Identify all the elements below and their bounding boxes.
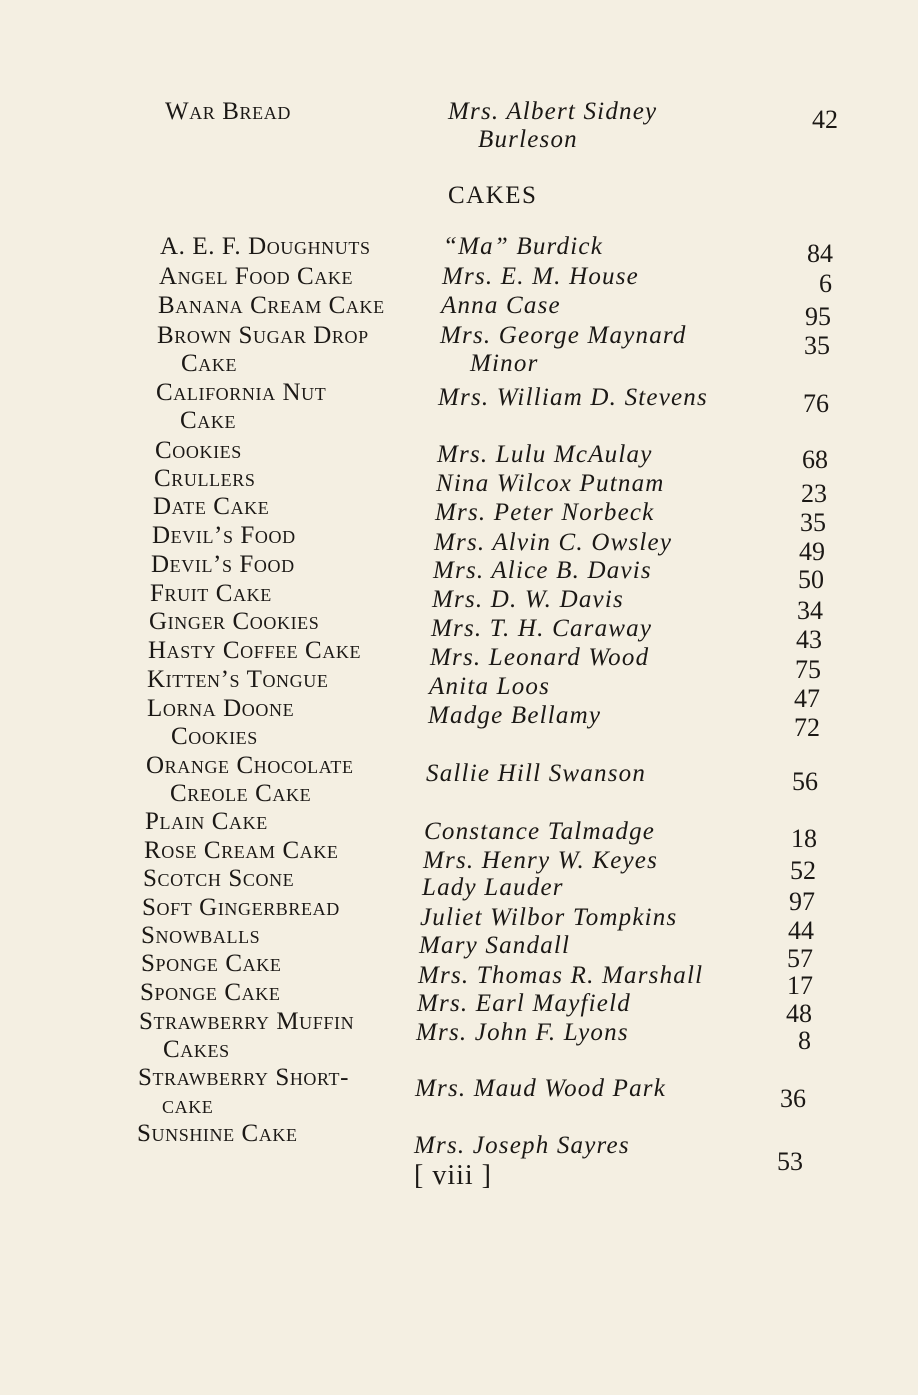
recipe-name <box>165 98 291 126</box>
recipe-name-line: Kitten’s Tongue <box>147 666 329 693</box>
recipe-name <box>141 950 281 978</box>
section-heading: CAKES <box>448 182 538 209</box>
page-number: 84 <box>807 239 833 268</box>
page-number: 76 <box>803 389 829 418</box>
recipe-name-line: Strawberry Short- <box>138 1064 350 1091</box>
recipe-author <box>433 557 652 585</box>
recipe-author-line: Nina Wilcox Putnam <box>436 470 665 497</box>
recipe-author <box>429 673 550 701</box>
recipe-author-line: Mrs. George Maynard <box>440 322 687 349</box>
recipe-author-line: Mrs. Thomas R. Marshall <box>418 962 704 989</box>
recipe-name-line: Plain Cake <box>145 808 268 835</box>
recipe-name <box>142 894 340 922</box>
recipe-name <box>157 322 369 378</box>
recipe-author <box>424 818 655 846</box>
recipe-name-line-cont: Cake <box>180 407 237 434</box>
recipe-author <box>441 292 561 320</box>
folio-page-number: [ viii ] <box>414 1160 492 1191</box>
recipe-author-line: Mrs. E. M. House <box>442 263 639 290</box>
recipe-name-line: Hasty Coffee Cake <box>148 637 362 664</box>
recipe-author-line: Mrs. T. H. Caraway <box>431 615 653 642</box>
recipe-author-line: Mrs. Leonard Wood <box>430 644 650 671</box>
recipe-name <box>145 808 268 836</box>
recipe-author <box>440 322 687 378</box>
recipe-name-line-cont: Creole Cake <box>170 780 312 807</box>
recipe-name-line-cont: cake <box>162 1092 214 1119</box>
page-number: 68 <box>802 445 828 474</box>
recipe-author <box>443 233 603 261</box>
recipe-author <box>448 98 657 154</box>
page-number: 35 <box>804 331 830 360</box>
recipe-author-line-cont: Minor <box>470 350 539 377</box>
page-number: 52 <box>790 856 816 885</box>
recipe-name-line: Crullers <box>154 465 256 492</box>
page-number: 53 <box>777 1147 803 1176</box>
recipe-name-line: A. E. F. Doughnuts <box>160 233 371 260</box>
recipe-author <box>416 1019 629 1047</box>
page-number: 43 <box>796 625 822 654</box>
page-number: 57 <box>787 944 813 973</box>
recipe-name <box>153 493 269 521</box>
recipe-author <box>436 470 665 498</box>
recipe-name-line-cont: Cakes <box>163 1036 230 1063</box>
recipe-author <box>442 263 639 291</box>
recipe-name-line-cont: Cookies <box>171 723 258 750</box>
page-number: 47 <box>794 684 820 713</box>
recipe-name-line: Ginger Cookies <box>149 608 320 635</box>
recipe-author-line: Lady Lauder <box>422 874 564 901</box>
recipe-name-line: Sunshine Cake <box>137 1120 298 1147</box>
recipe-name-line: Lorna Doone <box>147 695 295 722</box>
recipe-author-line: Mary Sandall <box>419 932 571 959</box>
recipe-author-line-cont: Burleson <box>478 126 578 153</box>
recipe-author <box>422 874 564 902</box>
page-number: 36 <box>780 1084 806 1113</box>
page-number: 6 <box>819 269 832 298</box>
recipe-name <box>143 865 294 893</box>
recipe-name <box>156 379 326 435</box>
recipe-author <box>437 441 653 469</box>
recipe-author-line: Mrs. William D. Stevens <box>438 384 708 411</box>
recipe-author <box>430 644 649 672</box>
recipe-name-line: Scotch Scone <box>143 865 295 892</box>
recipe-author-line: Madge Bellamy <box>428 702 602 729</box>
recipe-author <box>420 904 677 932</box>
recipe-name-line: Sponge Cake <box>141 950 282 977</box>
recipe-name-line: Strawberry Muffin <box>139 1008 355 1035</box>
recipe-author-line: Mrs. Peter Norbeck <box>435 499 655 526</box>
recipe-name-line: Soft Gingerbread <box>142 894 340 921</box>
recipe-name <box>137 1120 298 1148</box>
page-number: 75 <box>795 655 821 684</box>
recipe-name-line: Banana Cream Cake <box>158 292 385 319</box>
page-number: 34 <box>797 596 823 625</box>
recipe-name-line: Snowballs <box>141 922 261 949</box>
recipe-author-line: Mrs. John F. Lyons <box>416 1019 629 1046</box>
recipe-name-line-cont: Cake <box>181 350 238 377</box>
recipe-author <box>414 1132 630 1160</box>
recipe-author-line: Sallie Hill Swanson <box>426 760 647 787</box>
recipe-author-line: “Ma” Burdick <box>443 233 603 260</box>
recipe-author <box>434 529 672 557</box>
page-number: 18 <box>791 824 817 853</box>
recipe-name <box>158 292 385 320</box>
recipe-name <box>139 1008 354 1064</box>
recipe-name <box>140 979 280 1007</box>
recipe-author-line: Mrs. Alvin C. Owsley <box>434 529 673 556</box>
recipe-author-line: Mrs. Maud Wood Park <box>415 1075 667 1102</box>
recipe-name <box>159 263 353 291</box>
recipe-author <box>415 1075 666 1103</box>
recipe-name-line: Date Cake <box>153 493 270 520</box>
recipe-name-line: Brown Sugar Drop <box>157 322 369 349</box>
recipe-name <box>147 695 294 751</box>
recipe-author <box>438 384 708 412</box>
recipe-author-line: Mrs. Albert Sidney <box>448 98 658 125</box>
page-number: 50 <box>798 565 824 594</box>
recipe-name-line: War Bread <box>165 98 291 125</box>
page-number: 8 <box>798 1026 811 1055</box>
recipe-author-line: Mrs. Alice B. Davis <box>433 557 652 584</box>
recipe-name <box>138 1064 349 1120</box>
recipe-name <box>141 922 260 950</box>
recipe-author-line: Mrs. D. W. Davis <box>432 586 624 613</box>
page-number: 42 <box>812 105 838 134</box>
recipe-author-line: Mrs. Earl Mayfield <box>417 990 631 1017</box>
page-number: 35 <box>800 508 826 537</box>
recipe-author <box>431 615 652 643</box>
recipe-name <box>152 522 296 550</box>
recipe-name <box>150 580 272 608</box>
recipe-name-line: Angel Food Cake <box>159 263 354 290</box>
recipe-author <box>432 586 624 614</box>
recipe-name <box>154 465 255 493</box>
recipe-name <box>148 637 361 665</box>
recipe-name-line: Rose Cream Cake <box>144 837 339 864</box>
recipe-name <box>147 666 328 694</box>
page-number: 97 <box>789 887 815 916</box>
recipe-author <box>418 962 703 990</box>
page-number: 48 <box>786 999 812 1028</box>
recipe-name-line: California Nut <box>156 379 327 406</box>
recipe-author-line: Anna Case <box>441 292 561 319</box>
recipe-name <box>146 752 354 808</box>
page-number: 72 <box>794 713 820 742</box>
recipe-author <box>426 760 646 788</box>
page-number: 23 <box>801 479 827 508</box>
recipe-author-line: Anita Loos <box>429 673 551 700</box>
recipe-author-line: Mrs. Henry W. Keyes <box>423 847 659 874</box>
recipe-author-line: Juliet Wilbor Tompkins <box>420 904 678 931</box>
recipe-author <box>417 990 631 1018</box>
recipe-author <box>428 702 601 730</box>
recipe-name <box>151 551 295 579</box>
recipe-name <box>160 233 371 261</box>
recipe-name-line: Cookies <box>155 437 242 464</box>
recipe-author-line: Mrs. Lulu McAulay <box>437 441 653 468</box>
recipe-author <box>423 847 658 875</box>
recipe-name-line: Sponge Cake <box>140 979 281 1006</box>
recipe-name <box>149 608 319 636</box>
recipe-author <box>435 499 654 527</box>
page-number: 95 <box>805 302 831 331</box>
recipe-name-line: Fruit Cake <box>150 580 272 607</box>
recipe-name-line: Orange Chocolate <box>146 752 354 779</box>
recipe-author-line: Mrs. Joseph Sayres <box>414 1132 630 1159</box>
recipe-author-line: Constance Talmadge <box>424 818 656 845</box>
page-number: 44 <box>788 916 814 945</box>
recipe-name-line: Devil’s Food <box>151 551 295 578</box>
recipe-name-line: Devil’s Food <box>152 522 296 549</box>
page-number: 17 <box>787 971 813 1000</box>
page-number: 49 <box>799 537 825 566</box>
page-number: 56 <box>792 767 818 796</box>
recipe-author <box>419 932 570 960</box>
recipe-name <box>144 837 339 865</box>
recipe-name <box>155 437 242 465</box>
